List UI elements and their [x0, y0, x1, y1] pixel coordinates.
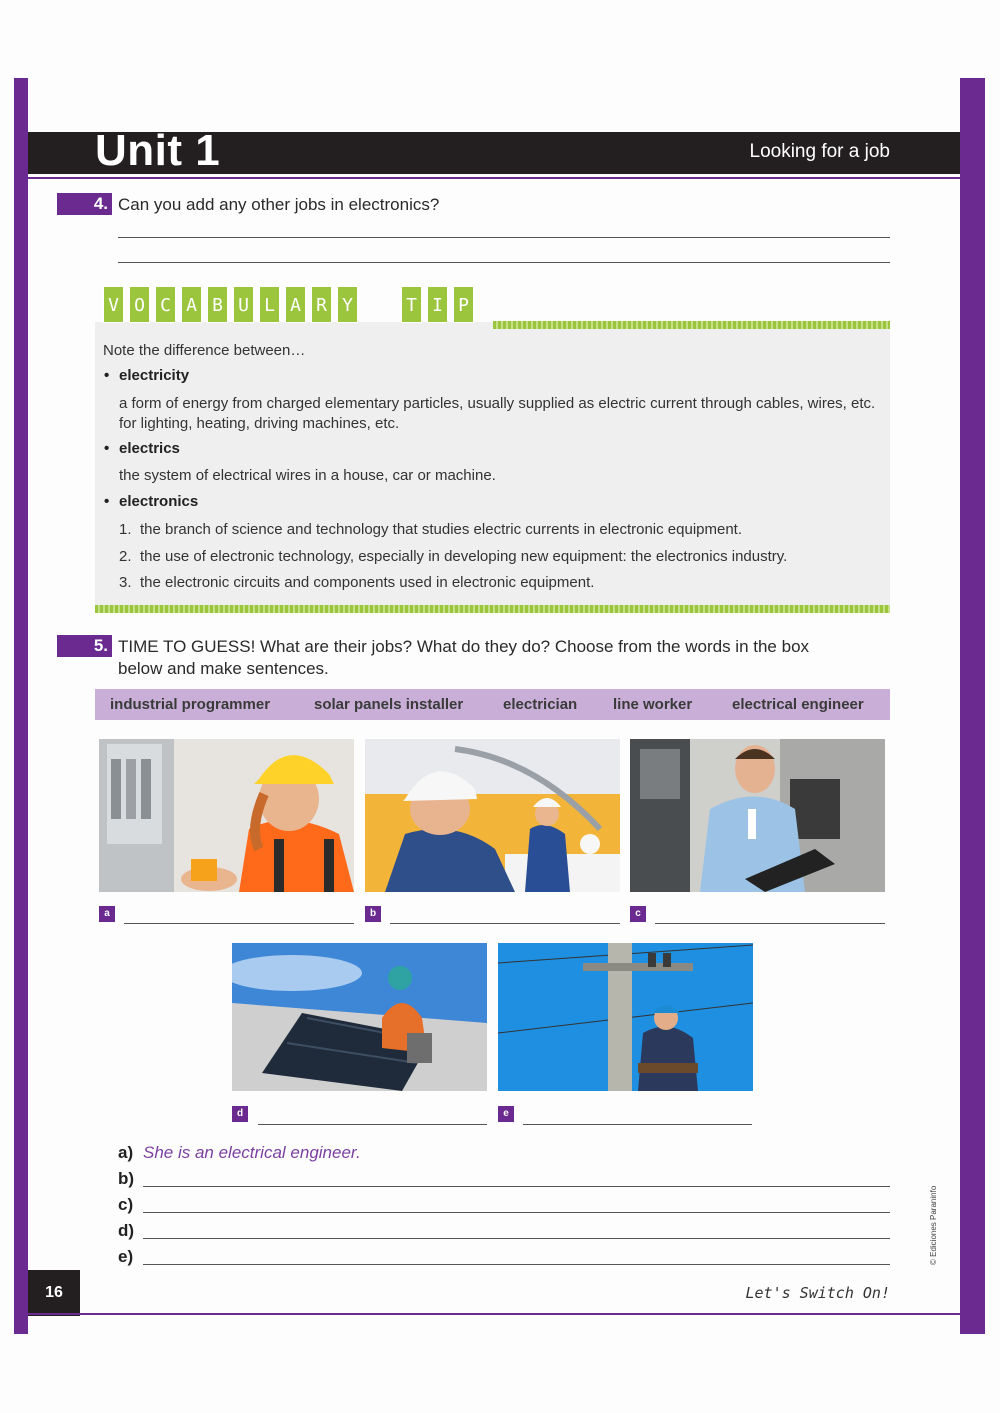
- title-letter: C: [155, 286, 176, 323]
- title-letter: A: [285, 286, 306, 323]
- answer-example: She is an electrical engineer.: [143, 1143, 361, 1162]
- photo-label: c: [630, 906, 646, 922]
- photo-e-answer-line[interactable]: [523, 1124, 752, 1125]
- answer-line-4b[interactable]: [118, 262, 890, 263]
- electronics-def-text: the branch of science and technology that studies electric currents in electronic equipment.: [140, 521, 743, 538]
- title-letter: Y: [337, 286, 358, 323]
- vocab-bullet: •: [104, 440, 110, 457]
- photo-b-answer-line[interactable]: [390, 923, 620, 924]
- answer-letter: b): [118, 1169, 135, 1188]
- photo-label: a: [99, 906, 115, 922]
- title-letter: P: [453, 286, 474, 323]
- electronics-def-number: 1.: [119, 521, 132, 538]
- word-option: line worker: [613, 696, 693, 713]
- title-letter: I: [427, 286, 448, 323]
- answer-letter: d): [118, 1221, 135, 1240]
- answer-line-e[interactable]: [143, 1264, 890, 1265]
- answer-line-b[interactable]: [143, 1186, 890, 1187]
- question-4-text: Can you add any other jobs in electronics?: [118, 195, 440, 214]
- copyright-notice: © Ediciones Paraninfo: [929, 1185, 938, 1265]
- unit-title: Unit 1: [95, 126, 221, 175]
- title-letter: T: [401, 286, 422, 323]
- question-5-number: 5.: [57, 635, 112, 657]
- photo-label: b: [365, 906, 381, 922]
- left-margin-bar: [14, 78, 28, 1334]
- electronics-def-number: 3.: [119, 574, 132, 591]
- title-letter: R: [311, 286, 332, 323]
- word-option: solar panels installer: [314, 696, 464, 713]
- electronics-def-text: the use of electronic technology, especially in developing new equipment: the electronics industry.: [140, 548, 788, 565]
- footer-brand: Let's Switch On!: [745, 1284, 890, 1302]
- title-letter: A: [181, 286, 202, 323]
- electronics-def-number: 2.: [119, 548, 132, 565]
- answer-line-4a[interactable]: [118, 237, 890, 238]
- photo-d-solar-installer: [232, 943, 487, 1091]
- title-letter: U: [233, 286, 254, 323]
- answer-letter: e): [118, 1247, 134, 1266]
- photo-a-answer-line[interactable]: [124, 923, 354, 924]
- vocab-def-electricity: a form of energy from charged elementary particles, usually supplied as electric current through cables, wires, etc. for lighting, heating, driving machines, etc.: [119, 395, 876, 432]
- vocab-bottom-stripe: [95, 605, 890, 613]
- title-letter: L: [259, 286, 280, 323]
- photo-d-answer-line[interactable]: [258, 1124, 487, 1125]
- header-divider: [28, 177, 960, 179]
- vocab-bullet: •: [104, 493, 110, 510]
- answer-letter: c): [118, 1195, 134, 1214]
- title-letter: V: [103, 286, 124, 323]
- answer-letter: a): [118, 1143, 134, 1162]
- question-5-text-line1: TIME TO GUESS! What are their jobs? What do they do? Choose from the words in the box: [118, 637, 810, 656]
- question-4-number: 4.: [57, 193, 112, 215]
- question-5-text-line2: below and make sentences.: [118, 659, 329, 678]
- photo-b-installer: [365, 739, 620, 892]
- unit-subtitle: Looking for a job: [749, 141, 890, 162]
- photo-label: d: [232, 1106, 248, 1122]
- photo-c-engineer: [630, 739, 885, 892]
- footer-divider: [28, 1313, 960, 1315]
- vocab-bullet: •: [104, 367, 110, 384]
- answer-line-c[interactable]: [143, 1212, 890, 1213]
- electronics-def-text: the electronic circuits and components used in electronic equipment.: [140, 574, 595, 591]
- vocab-def-electrics: the system of electrical wires in a house, car or machine.: [119, 467, 496, 484]
- photo-label: e: [498, 1106, 514, 1122]
- vocab-term-electrics: electrics: [119, 440, 180, 457]
- vocab-top-stripe: [493, 321, 890, 329]
- vocab-intro: Note the difference between…: [103, 342, 306, 359]
- word-option: electrician: [503, 696, 578, 713]
- title-letter: B: [207, 286, 228, 323]
- title-letter: O: [129, 286, 150, 323]
- word-option: electrical engineer: [732, 696, 864, 713]
- photo-c-answer-line[interactable]: [655, 923, 885, 924]
- vocab-term-electronics: electronics: [119, 493, 199, 510]
- right-margin-bar: [960, 78, 985, 1334]
- photo-e-line-worker: [498, 943, 753, 1091]
- photo-a-electrician: [99, 739, 354, 892]
- page-number: 16: [28, 1270, 80, 1316]
- word-option: industrial programmer: [110, 696, 271, 713]
- vocab-term-electricity: electricity: [119, 367, 190, 384]
- answer-line-d[interactable]: [143, 1238, 890, 1239]
